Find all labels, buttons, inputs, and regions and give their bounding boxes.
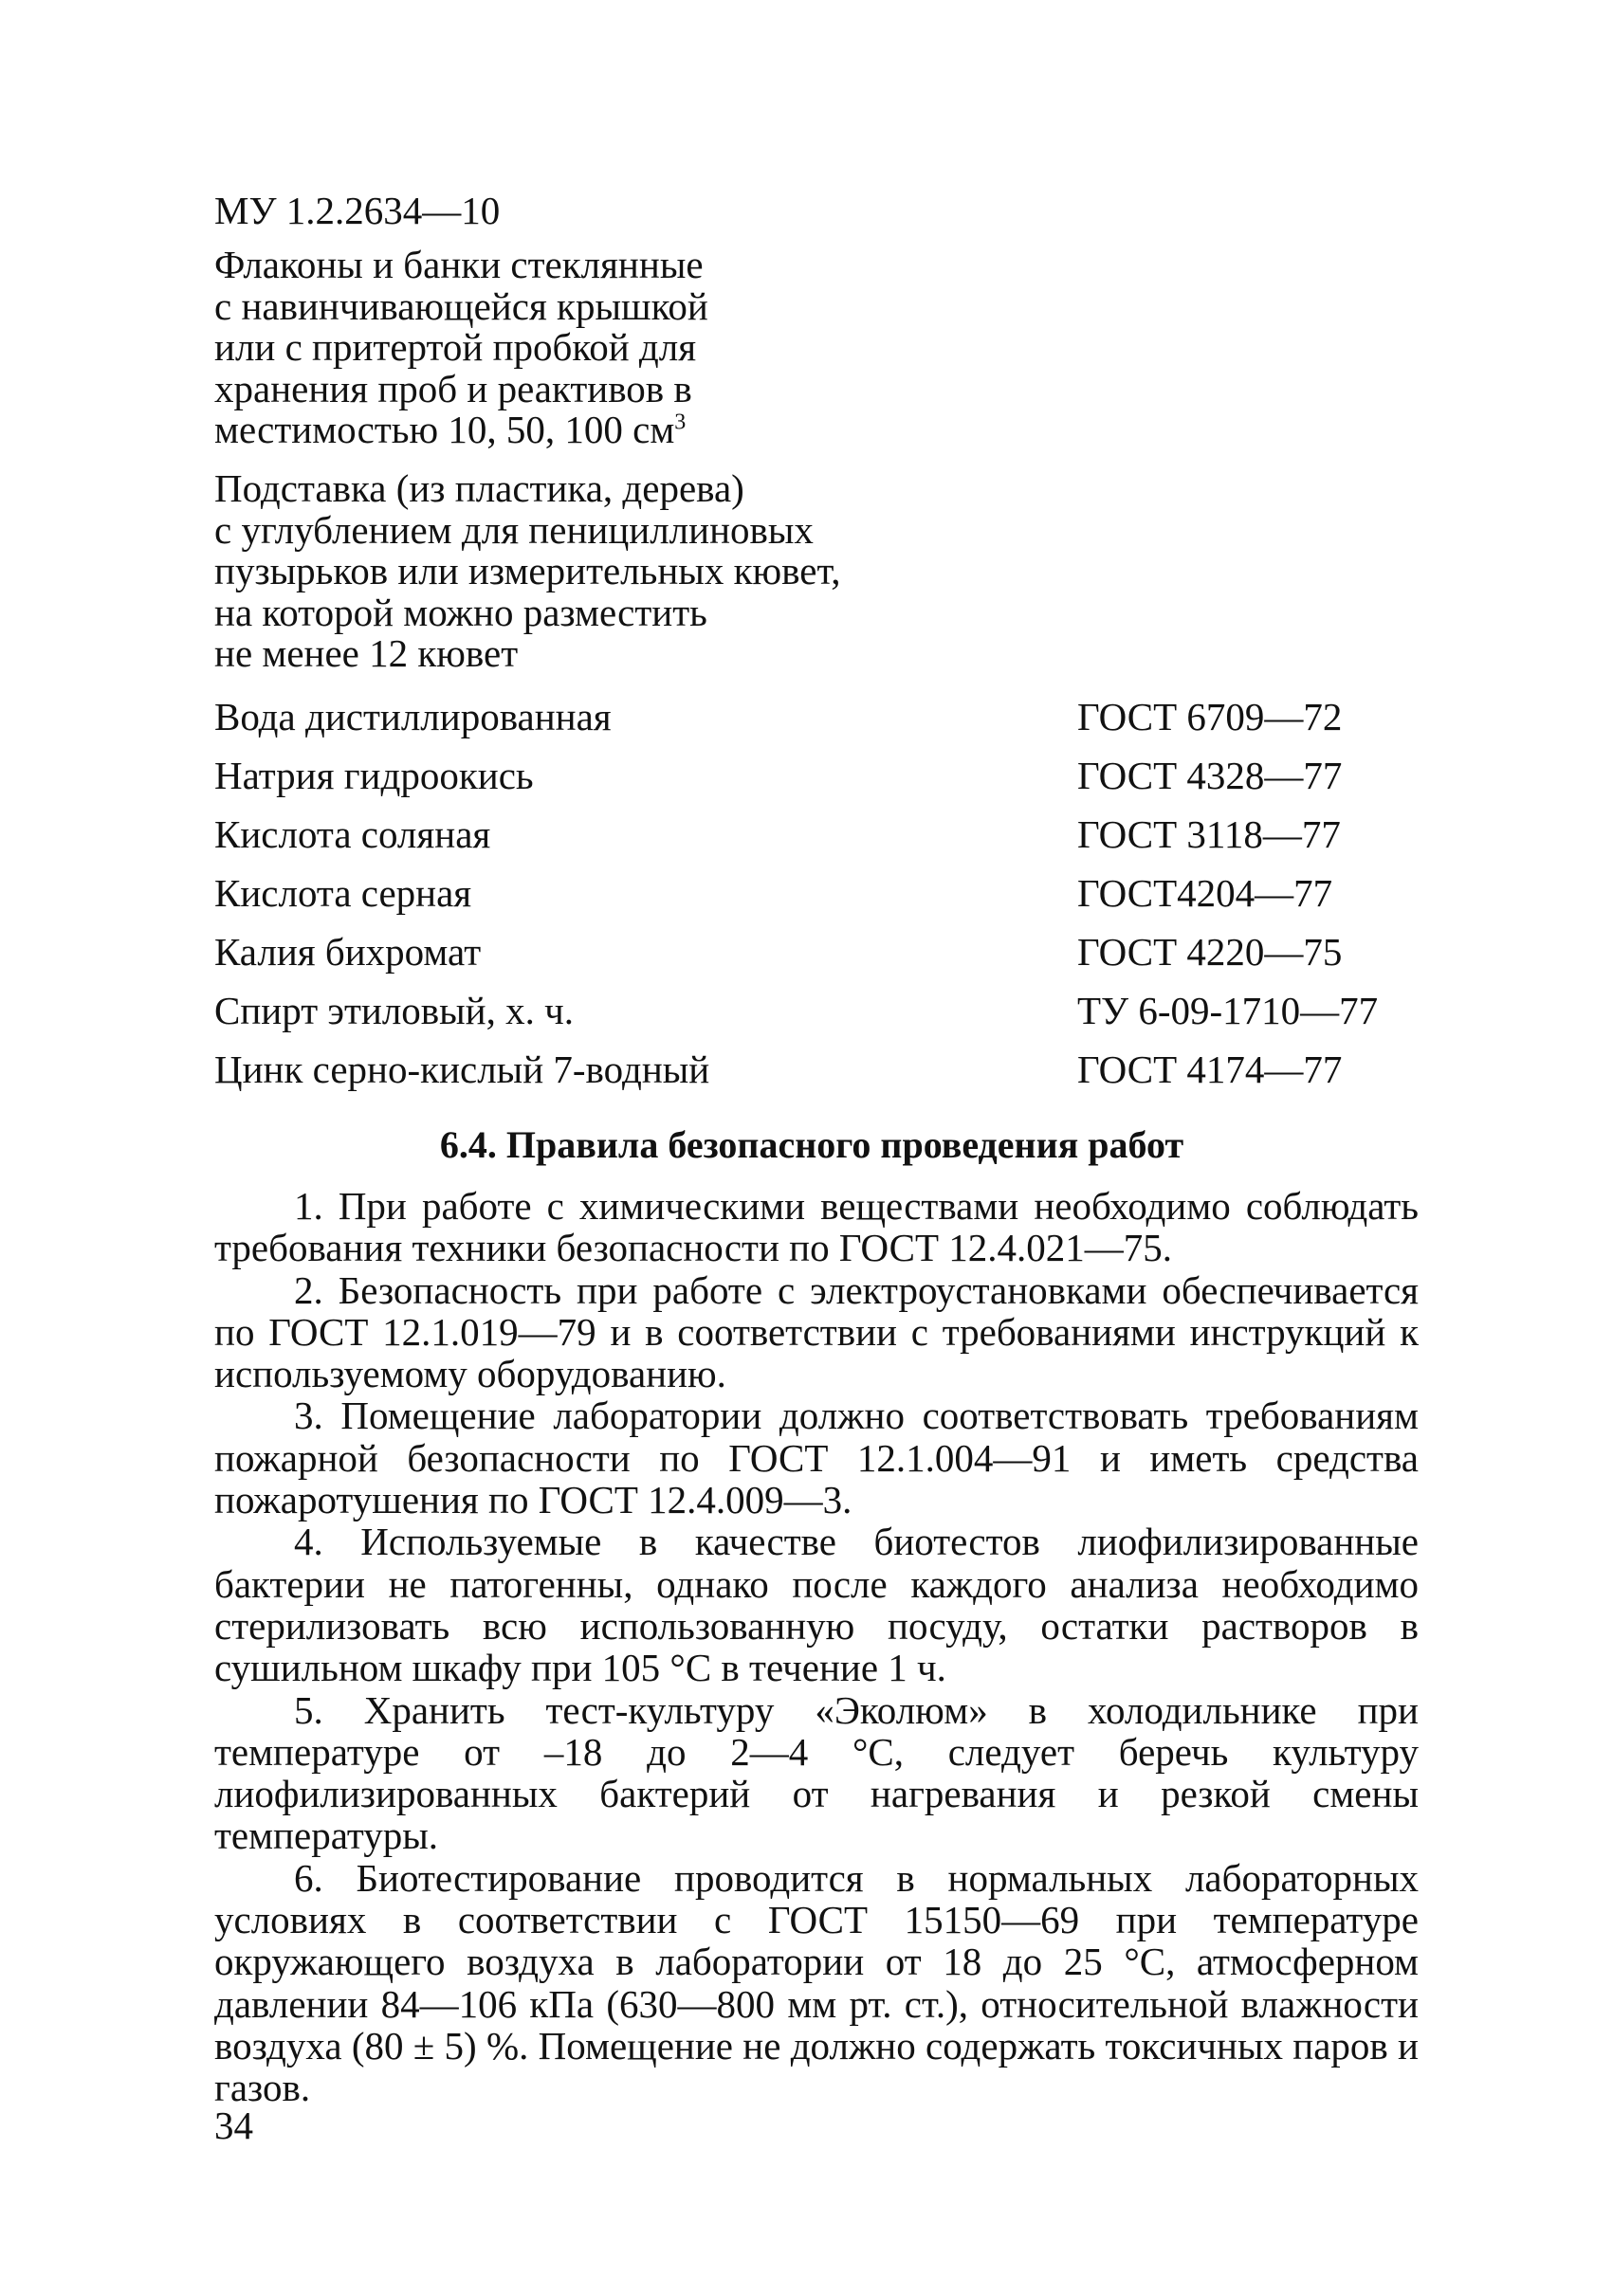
reagent-row [214,1047,1447,1105]
reagent-row [214,929,1447,988]
equipment-line: Флаконы и банки стеклянные [214,243,704,286]
equipment-item-glass-vials [214,245,708,451]
equipment-line: Подставка (из пластика, дерева) [214,466,744,510]
reagent-row [214,811,1447,870]
reagent-name: Кислота соляная [214,812,491,856]
equipment-line: с углублением для пенициллиновых [214,507,814,552]
reagent-standard: ГОСТ 4220—75 [1077,930,1343,974]
reagent-standard: ГОСТ 6709—72 [1077,695,1343,738]
reagent-name: Цинк серно-кислый 7-водный [214,1048,710,1091]
rule-paragraph: 1. При работе с химическими веществами необходимо соблюдать требования техники безопасности по ГОСТ 12.4.021—75. [214,1184,1419,1270]
reagent-standard: ГОСТ 3118—77 [1077,812,1341,856]
equipment-line: пузырьков или измерительных кювет, [214,549,841,592]
cubic-superscript: 3 [674,410,687,435]
equipment-line: не менее 12 кювет [214,631,519,675]
equipment-line: или с притертой пробкой для [214,325,697,369]
rule-paragraph: 2. Безопасность при работе с электроустановками обеспечивается по ГОСТ 12.1.019—79 и в соответствии с требованиями инструкций к используемому оборудованию. [214,1267,1419,1396]
reagent-standard: ТУ 6-09-1710—77 [1077,989,1379,1032]
equipment-line-with-unit [214,410,708,451]
rule-paragraph: 3. Помещение лаборатории должно соответствовать требованиям пожарной безопасности по ГОСТ 12.1.004—91 и иметь средства пожаротушения по ГОСТ 12.4.009—3. [214,1394,1419,1522]
document-code: МУ 1.2.2634—10 [214,189,501,232]
equipment-line: с навинчивающейся крышкой [214,283,708,328]
reagent-row [214,870,1447,929]
reagent-standard: ГОСТ 4328—77 [1077,754,1343,797]
reagent-name: Вода дистиллированная [214,695,612,738]
page-number: 34 [214,2104,253,2147]
reagents-list [214,694,1447,1105]
section-title: 6.4. Правила безопасного проведения работ [439,1123,1184,1166]
rule-paragraph: 4. Используемые в качестве биотестов лиофилизированные бактерии не патогенны, однако после каждого анализа необходимо стерилизовать всю использованную посуду, остатки растворов в сушильном шкафу при 105 °С в течение 1 ч. [214,1520,1419,1690]
reagent-standard: ГОСТ4204—77 [1077,871,1333,915]
equipment-line: местимостью 10, 50, 100 см [214,408,675,451]
equipment-item-stand [214,468,841,675]
reagent-name: Кислота серная [214,871,472,915]
reagent-name: Спирт этиловый, х. ч. [214,989,574,1032]
reagent-name: Натрия гидроокись [214,754,534,797]
reagent-standard: ГОСТ 4174—77 [1077,1048,1343,1091]
rule-paragraph: 5. Хранить тест-культуру «Эколюм» в холодильнике при температуре от –18 до 2—4 °С, следует беречь культуру лиофилизированных бактерий от нагревания и резкой смены температуры. [214,1687,1419,1858]
safety-rules [214,1185,1419,2109]
rule-paragraph: 6. Биотестирование проводится в нормальных лабораторных условиях в соответствии с ГОСТ 15150—69 при температуре окружающего воздуха в лаборатории от 18 до 25 °С, атмосферном давлении 84—106 кПа (630—800 мм рт. ст.), относительной влажности воздуха (80 ± 5) %. Помещение не должно содержать токсичных паров и газов. [214,1855,1419,2110]
reagent-row [214,694,1447,753]
reagent-row [214,988,1447,1047]
equipment-line: хранения проб и реактивов в [214,366,692,410]
reagent-row [214,753,1447,811]
reagent-name: Калия бихромат [214,930,482,974]
equipment-line: на которой можно разместить [214,590,707,634]
